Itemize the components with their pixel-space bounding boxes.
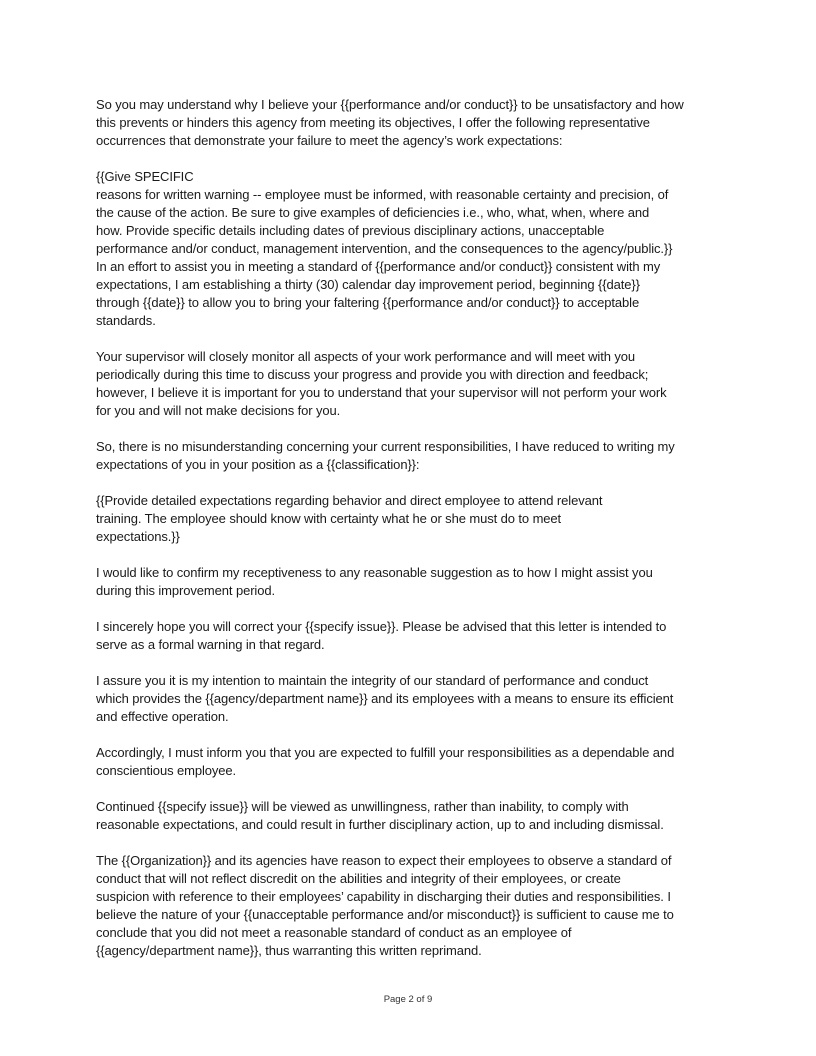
paragraph-specific-reasons: {{Give SPECIFIC reasons for written warning -- employee must be informed, with reasonable certainty and precision, of the cause of the action. Be sure to give examples of deficiencies i.e., who, what, when, where and how. Provide specific details including dates of previous disciplinary actions, unacceptable performance and/or conduct, management intervention, and the consequences to the agency/public.}} In an effort to assist you in meeting a standard of {{performance and/or conduct}} consistent with my expectations, I am establishing a thirty (30) calendar day improvement period, beginning {{date}} through {{date}} to allow you to bring your faltering {{performance and/or conduct}} to acceptable standards. <box>96 169 673 328</box>
document-body <box>96 96 726 960</box>
paragraph-fulfill-responsibilities: Accordingly, I must inform you that you are expected to fulfill your responsibilities as a dependable and conscientious employee. <box>96 745 675 778</box>
paragraph-receptiveness: I would like to confirm my receptiveness to any reasonable suggestion as to how I might assist you during this improvement period. <box>96 565 653 598</box>
page-number-footer: Page 2 of 9 <box>383 994 433 1005</box>
paragraph-formal-warning: I sincerely hope you will correct your {{specify issue}}. Please be advised that this letter is intended to serve as a formal warning in that regard. <box>96 619 667 652</box>
paragraph-integrity: I assure you it is my intention to maintain the integrity of our standard of performance and conduct which provides the {{agency/department name}} and its employees with a means to ensure its efficient and effective operation. <box>96 673 674 724</box>
paragraph-detailed-expectations: {{Provide detailed expectations regarding behavior and direct employee to attend relevant training. The employee should know with certainty what he or she must do to meet expectations.}} <box>96 493 603 544</box>
paragraph-unsatisfactory-performance: So you may understand why I believe your {{performance and/or conduct}} to be unsatisfactory and how this prevents or hinders this agency from meeting its objectives, I offer the following representative occurrences that demonstrate your failure to meet the agency’s work expectations: <box>96 97 684 148</box>
paragraph-supervisor-monitoring: Your supervisor will closely monitor all aspects of your work performance and will meet with you periodically during this time to discuss your progress and provide you with direction and feedback; however, I believe it is important for you to understand that your supervisor will not perform your work for you and will not make decisions for you. <box>96 349 667 418</box>
paragraph-continued-issue: Continued {{specify issue}} will be viewed as unwillingness, rather than inability, to comply with reasonable expectations, and could result in further disciplinary action, up to and including dismissal. <box>96 799 664 832</box>
paragraph-organization-standard: The {{Organization}} and its agencies have reason to expect their employees to observe a standard of conduct that will not reflect discredit on the abilities and integrity of their employees, or create suspicion with reference to their employees’ capability in discharging their duties and responsibilities. I believe the nature of your {{unacceptable performance and/or misconduct}} is sufficient to cause me to conclude that you did not meet a reasonable standard of conduct as an employee of {{agency/department name}}, thus warranting this written reprimand. <box>96 853 674 958</box>
paragraph-responsibilities: So, there is no misunderstanding concerning your current responsibilities, I have reduced to writing my expectations of you in your position as a {{classification}}: <box>96 439 675 472</box>
